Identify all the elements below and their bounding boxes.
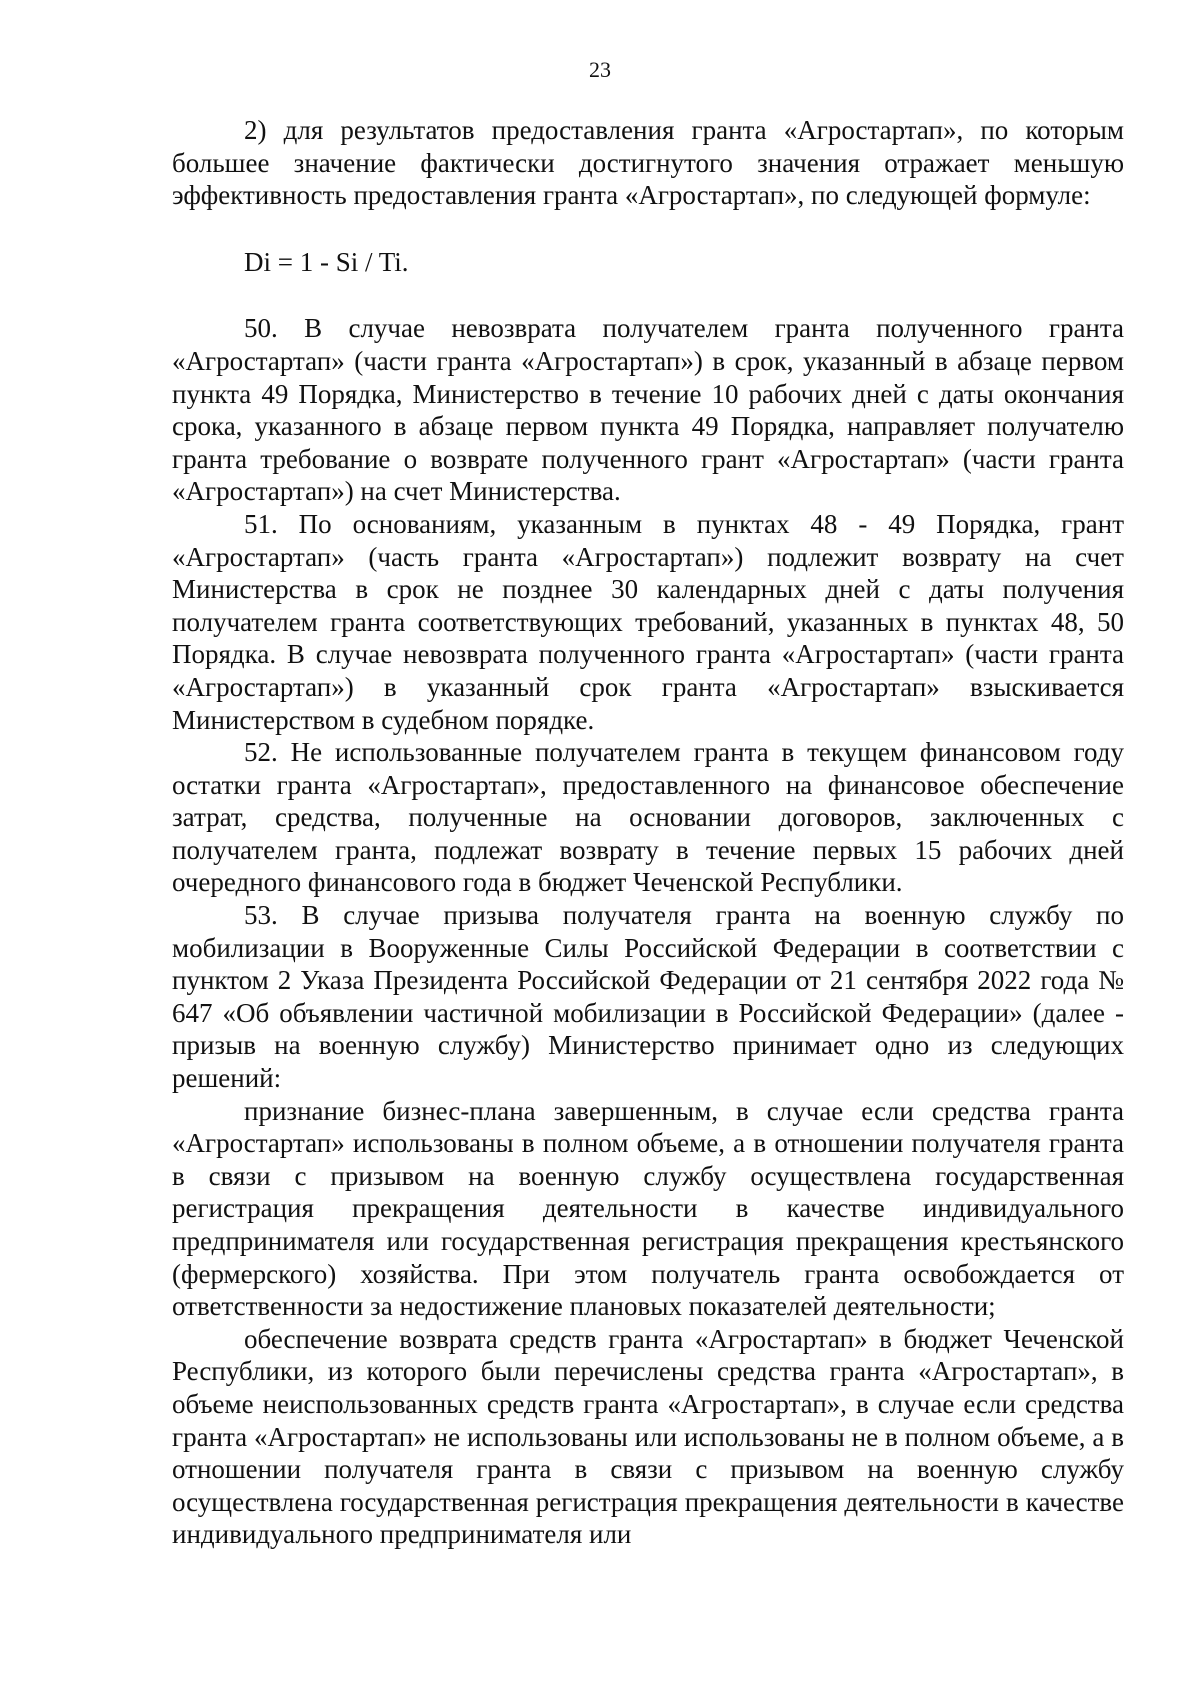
formula: Di = 1 - Si / Ti. [244, 246, 409, 277]
page-number: 23 [589, 57, 611, 82]
paragraph-53: 53. В случае призыва получателя гранта на военную службу по мобилизации в Вооруженные Силы Российской Федерации в соответствии с пунктом 2 Указа Президента Российской Федерации от 21 сентября 2022 года № 647 «Об объявлении частичной мобилизации в Российской Федерации» (далее - призыв на военную службу) Министерство принимает одно из следующих решений: [172, 900, 1124, 1094]
document-body [172, 114, 1124, 1551]
paragraph-formula-intro: 2) для результатов предоставления гранта «Агростартап», по которым большее значение фактически достигнутого значения отражает меньшую эффективность предоставления гранта «Агростартап», по следующей формуле: [172, 115, 1124, 211]
paragraph-50: 50. В случае невозврата получателем гранта полученного гранта «Агростартап» (части гранта «Агростартап») в срок, указанный в абзаце первом пункта 49 Порядка, Министерство в течение 10 рабочих дней с даты окончания срока, указанного в абзаце первом пункта 49 Порядка, направляет получателю гранта требование о возврате полученного грант «Агростартап» (части гранта «Агростартап») на счет Министерства. [172, 313, 1124, 507]
paragraph-51: 51. По основаниям, указанным в пунктах 48 - 49 Порядка, грант «Агростартап» (часть гранта «Агростартап») подлежит возврату на счет Министерства в срок не позднее 30 календарных дней с даты получения получателем гранта соответствующих требований, указанных в пунктах 48, 50 Порядка. В случае невозврата полученного гранта «Агростартап» (части гранта «Агростартап») в указанный срок гранта «Агростартап» взыскивается Министерством в судебном порядке. [172, 508, 1124, 735]
paragraph-52: 52. Не использованные получателем гранта в текущем финансовом году остатки гранта «Агростартап», предоставленного на финансовое обеспечение затрат, средства, полученные на основании договоров, заключенных с получателем гранта, подлежат возврату в течение первых 15 рабочих дней очередного финансового года в бюджет Чеченской Республики. [172, 737, 1124, 898]
paragraph-53-option-2: обеспечение возврата средств гранта «Агростартап» в бюджет Чеченской Республики, из которого были перечислены средства гранта «Агростартап», в объеме неиспользованных средств гранта «Агростартап», в случае если средства гранта «Агростартап» не использованы или использованы не в полном объеме, а в отношении получателя гранта в связи с призывом на военную службу осуществлена государственная регистрация прекращения деятельности в качестве индивидуального предпринимателя или [172, 1323, 1124, 1550]
paragraph-53-option-1: признание бизнес-плана завершенным, в случае если средства гранта «Агростартап» использованы в полном объеме, а в отношении получателя гранта в связи с призывом на военную службу осуществлена государственная регистрация прекращения деятельности в качестве индивидуального предпринимателя или государственная регистрация прекращения крестьянского (фермерского) хозяйства. При этом получатель гранта освобождается от ответственности за недостижение плановых показателей деятельности; [172, 1095, 1124, 1322]
